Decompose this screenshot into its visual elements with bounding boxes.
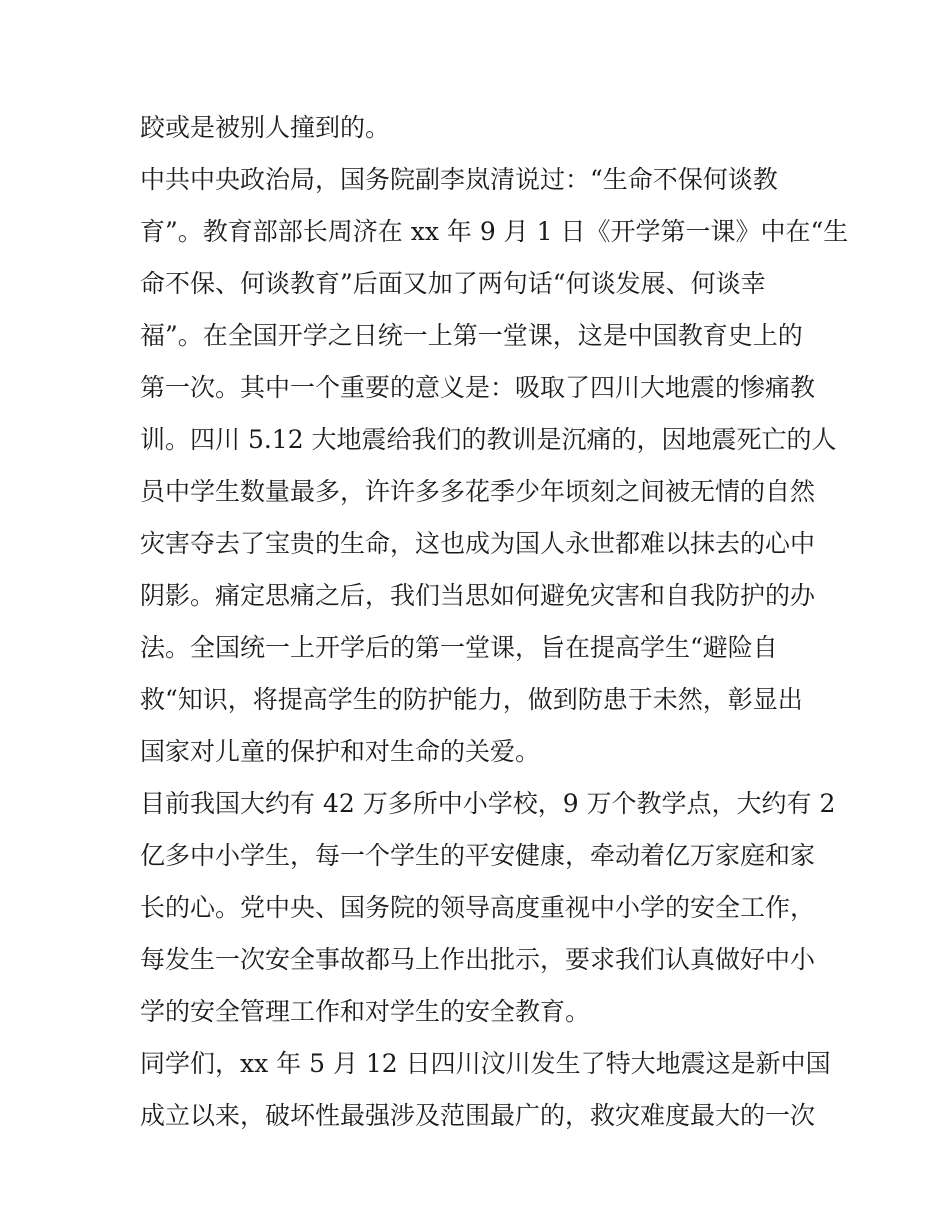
- text-line: 法。全国统一上开学后的第一堂课，旨在提高学生“避险自: [140, 633, 778, 662]
- text-line: 目前我国大约有 42 万多所中小学校，9 万个教学点，大约有 2: [140, 789, 836, 818]
- text-line: 命不保、何谈教育”后面又加了两句话“何谈发展、何谈幸: [140, 269, 766, 298]
- text-line: 亿多中小学生，每一个学生的平安健康，牵动着亿万家庭和家: [140, 841, 816, 870]
- text-line: 同学们，xx 年 5 月 12 日四川汶川发生了特大地震这是新中国: [140, 1049, 831, 1078]
- text-line: 员中学生数量最多，许许多多花季少年顷刻之间被无情的自然: [140, 477, 816, 506]
- text-line: 学的安全管理工作和对学生的安全教育。: [140, 997, 591, 1026]
- text-line: 每发生一次安全事故都马上作出批示，要求我们认真做好中小: [140, 945, 816, 974]
- text-line: 福”。在全国开学之日统一上第一堂课，这是中国教育史上的: [140, 321, 803, 350]
- body-text: [140, 102, 849, 1142]
- text-line: 灾害夺去了宝贵的生命，这也成为国人永世都难以抹去的心中: [140, 529, 816, 558]
- text-line: 中共中央政治局，国务院副李岚清说过：“生命不保何谈教: [140, 165, 778, 194]
- text-line: 训。四川 5.12 大地震给我们的教训是沉痛的，因地震死亡的人: [140, 425, 837, 454]
- text-line: 成立以来，破坏性最强涉及范围最广的，救灾难度最大的一次: [140, 1101, 816, 1130]
- text-line: 育”。教育部部长周济在 xx 年 9 月 1 日《开学第一课》中在“生: [140, 217, 849, 246]
- text-line: 阴影。痛定思痛之后，我们当思如何避免灾害和自我防护的办: [140, 581, 816, 610]
- text-line: 第一次。其中一个重要的意义是：吸取了四川大地震的惨痛教: [140, 373, 816, 402]
- text-line: 救“知识，将提高学生的防护能力，做到防患于未然，彰显出: [140, 685, 803, 714]
- text-line: 国家对儿童的保护和对生命的关爱。: [140, 737, 541, 766]
- text-line: 跤或是被别人撞到的。: [140, 113, 391, 142]
- text-line: 长的心。党中央、国务院的领导高度重视中小学的安全工作，: [140, 893, 816, 922]
